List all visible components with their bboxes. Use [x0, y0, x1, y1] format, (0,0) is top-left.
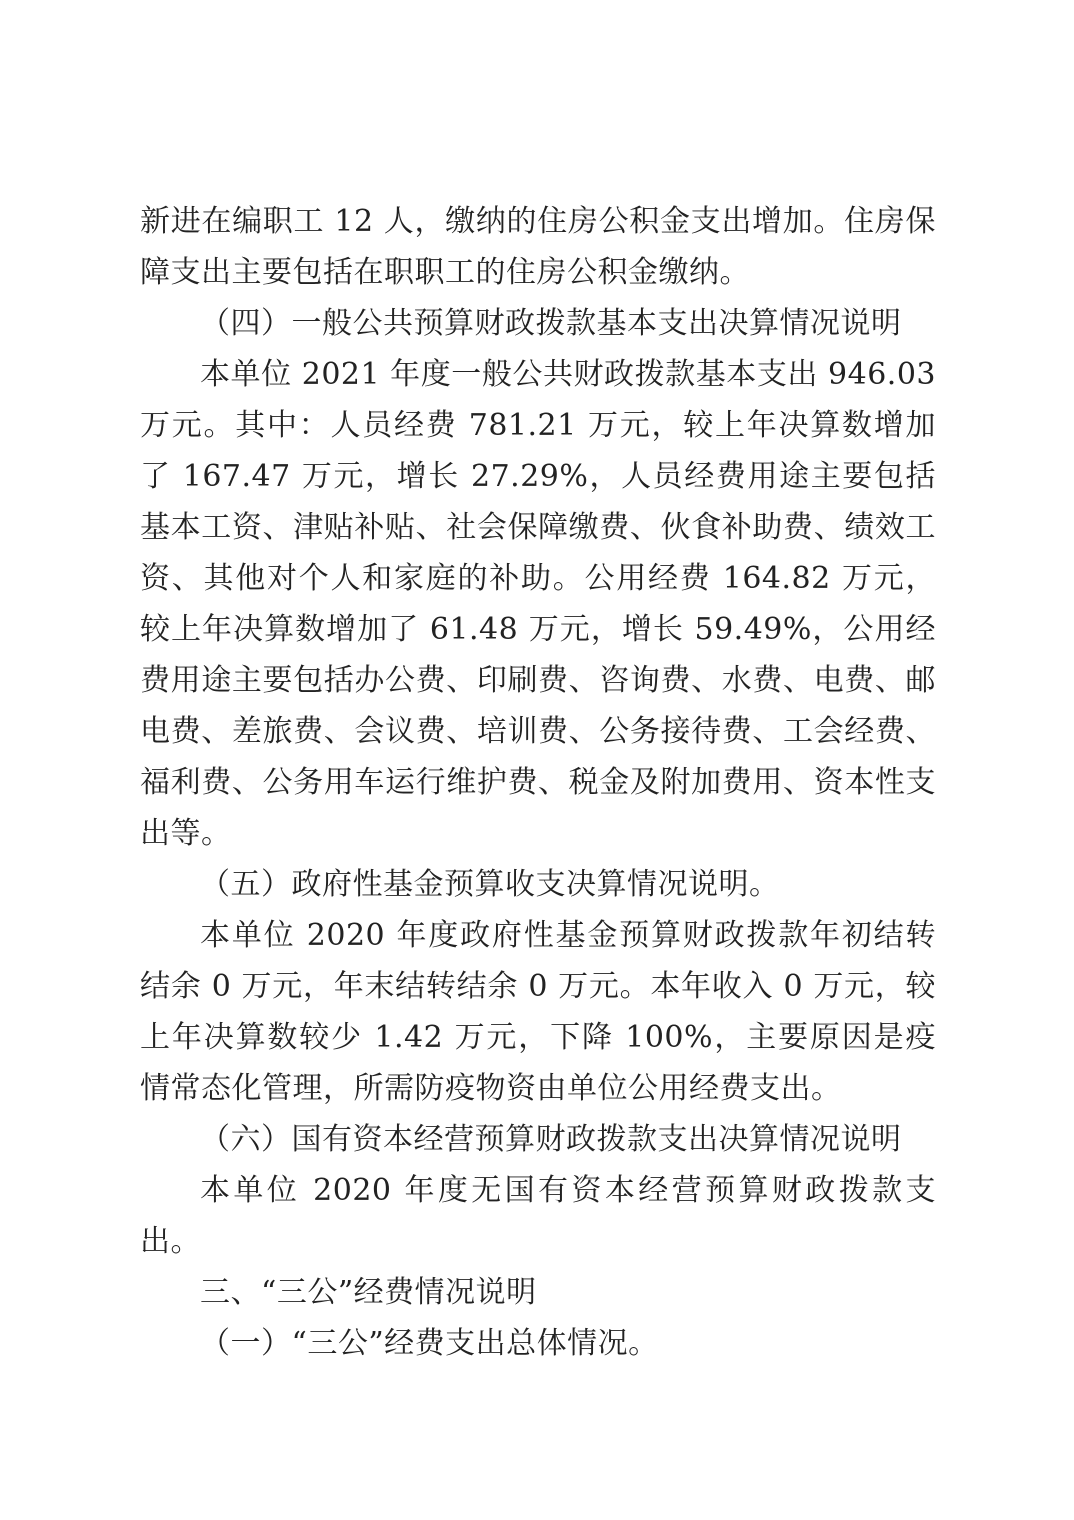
paragraph-state-capital: 本单位 2020 年度无国有资本经营预算财政拨款支出。	[140, 1173, 936, 1259]
heading-government-fund: （五）政府性基金预算收支决算情况说明。	[200, 867, 780, 902]
heading-state-capital: （六）国有资本经营预算财政拨款支出决算情况说明	[200, 1122, 902, 1157]
paragraph-government-fund: 本单位 2020 年度政府性基金预算财政拨款年初结转结余 0 万元，年末结转结余 0 万元。本年收入 0 万元，较上年决算数较少 1.42 万元，下降 100%，主要原因是疫情常态化管理，所需防疫物资由单位公用经费支出。	[140, 918, 936, 1106]
paragraph-basic-expenditure: 本单位 2021 年度一般公共财政拨款基本支出 946.03 万元。其中：人员经费 781.21 万元，较上年决算数增加了 167.47 万元，增长 27.29%，人员经费用途主要包括基本工资、津贴补贴、社会保障缴费、伙食补助费、绩效工资、其他对个人和家庭的补助。公用经费 164.82 万元，较上年决算数增加了 61.48 万元，增长 59.49%，公用经费用途主要包括办公费、印刷费、咨询费、水费、电费、邮电费、差旅费、会议费、培训费、公务接待费、工会经费、福利费、公务用车运行维护费、税金及附加费用、资本性支出等。	[140, 357, 936, 851]
heading-basic-expenditure: （四）一般公共预算财政拨款基本支出决算情况说明	[200, 306, 902, 341]
paragraph-housing-fund: 新进在编职工 12 人，缴纳的住房公积金支出增加。住房保障支出主要包括在职职工的住房公积金缴纳。	[140, 204, 936, 290]
heading-three-public: 三、“三公”经费情况说明	[200, 1275, 537, 1310]
document-body	[140, 196, 936, 1369]
heading-three-public-overview: （一）“三公”经费支出总体情况。	[200, 1326, 659, 1361]
